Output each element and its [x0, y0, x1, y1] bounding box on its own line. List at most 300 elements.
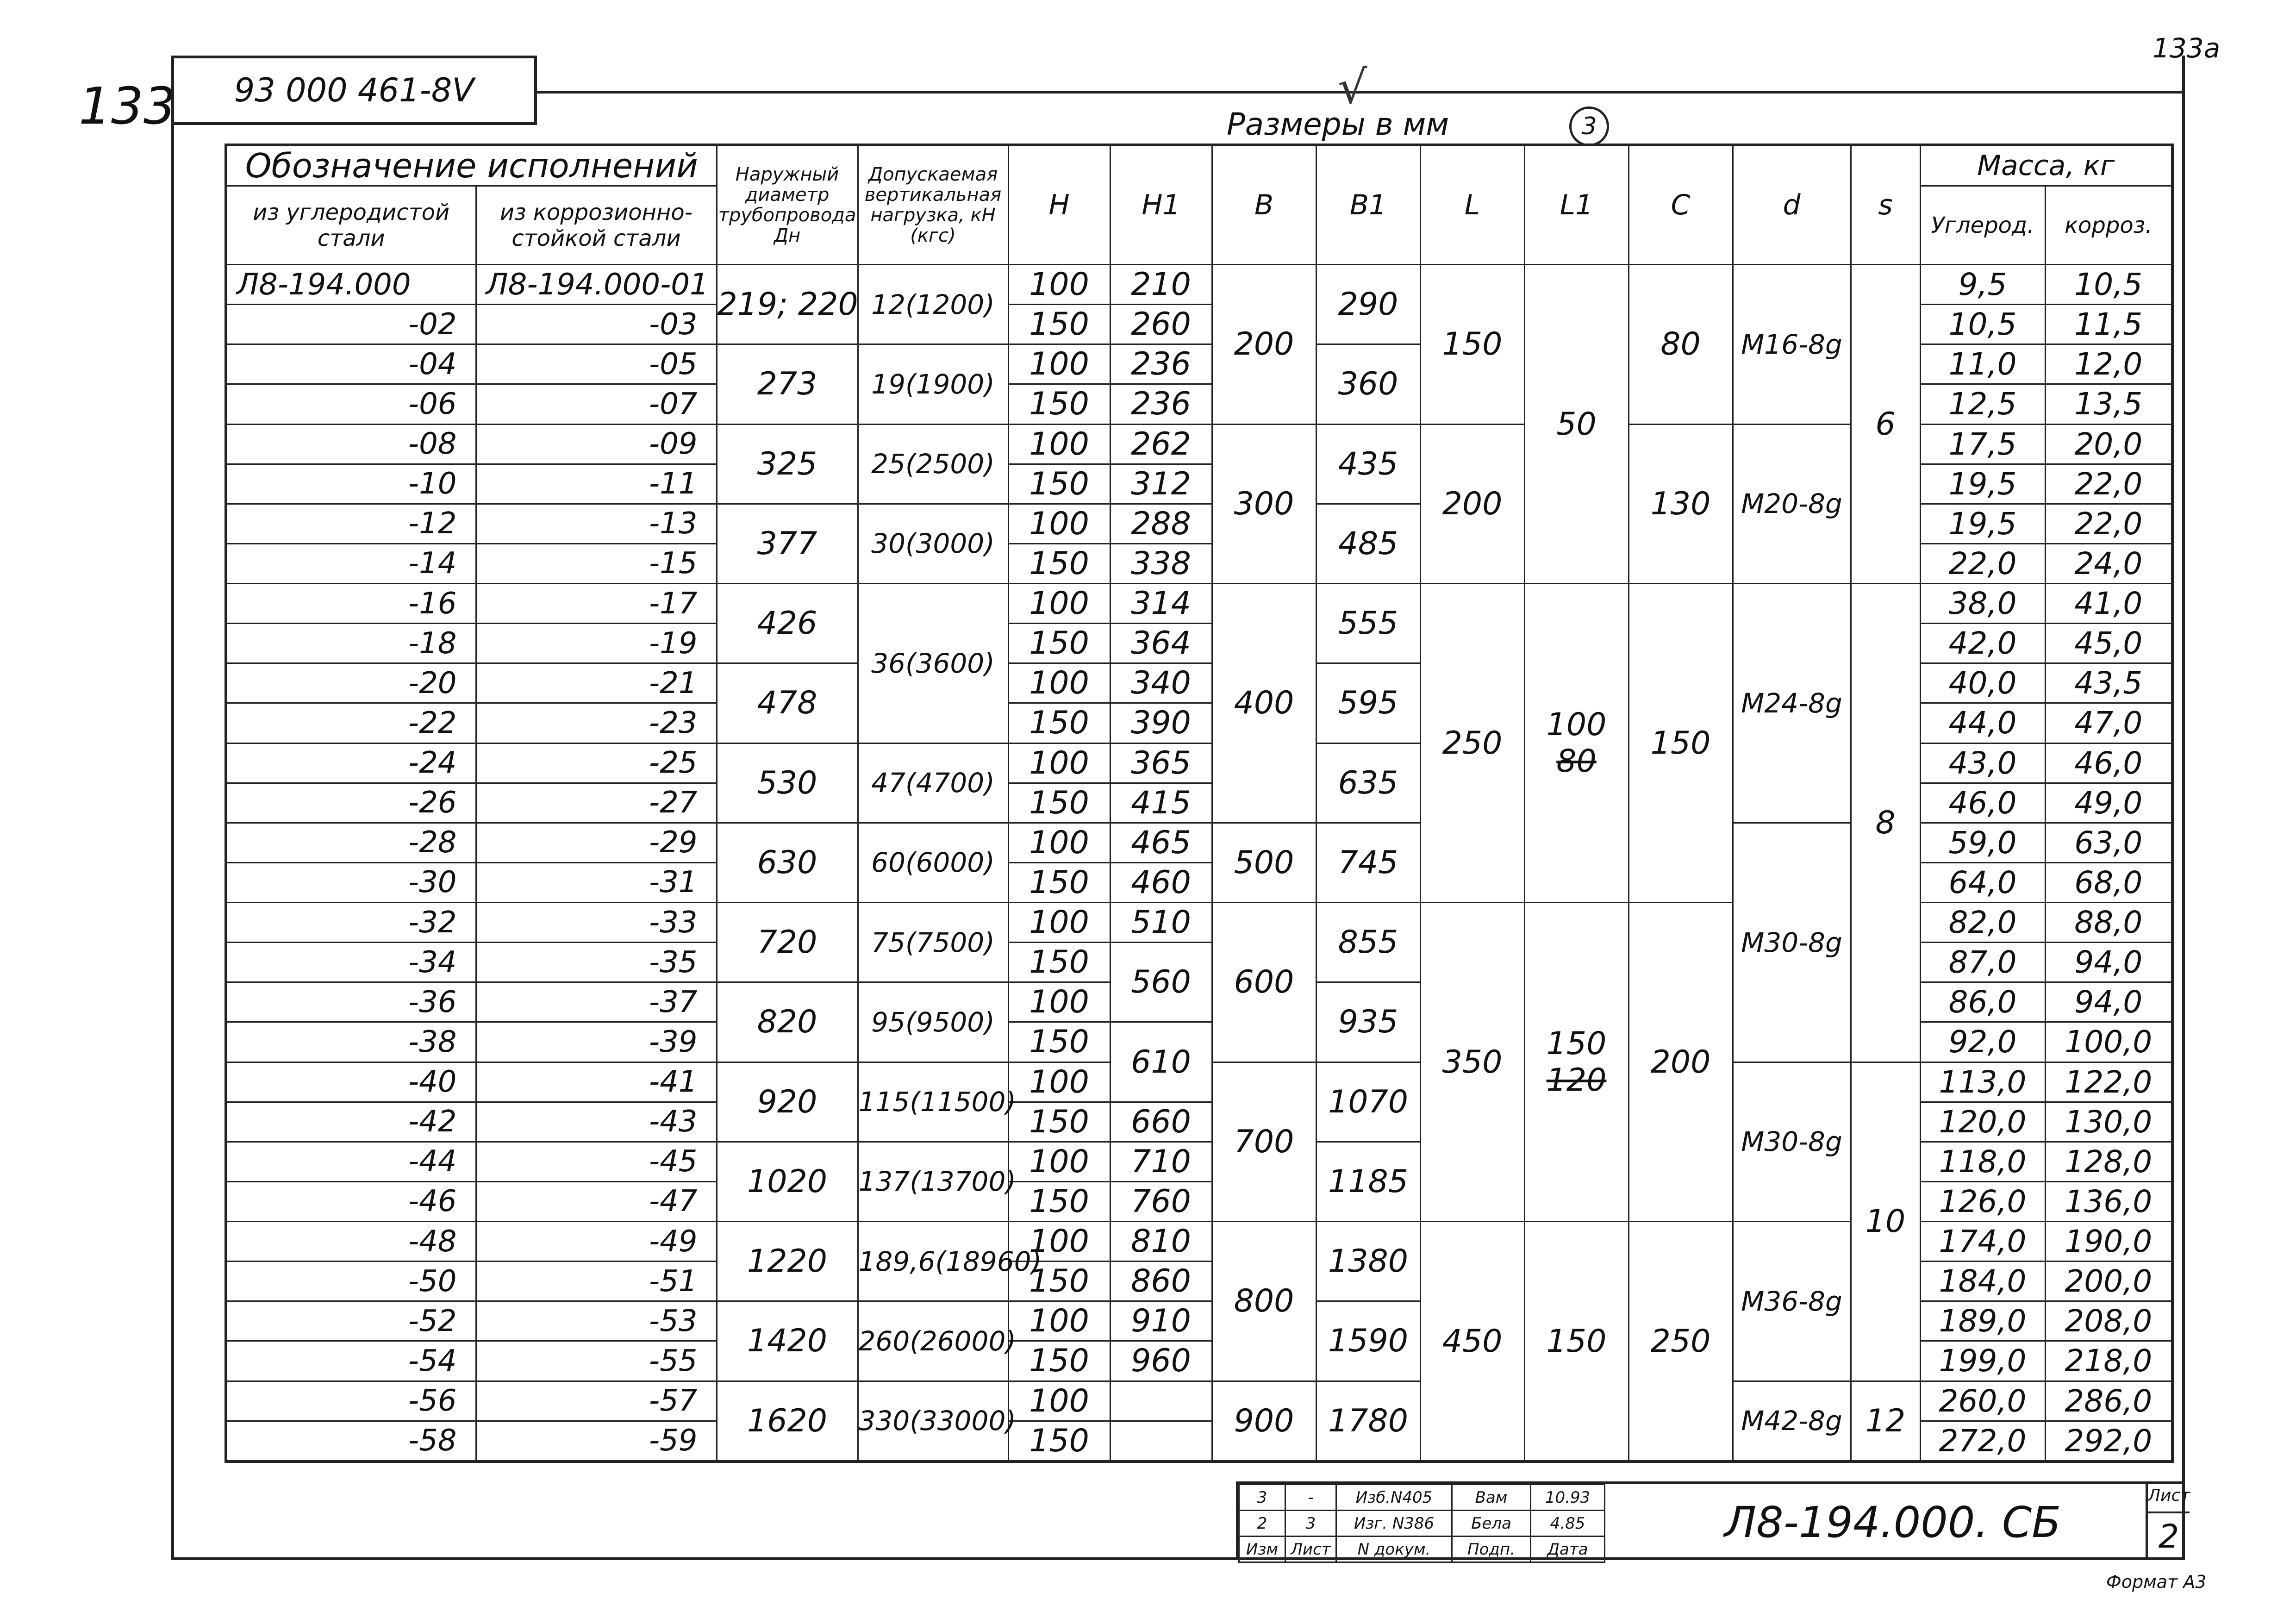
h-cell: 150 — [1008, 543, 1110, 583]
b1-cell: 855 — [1316, 903, 1420, 982]
h-cell: 150 — [1008, 783, 1110, 823]
h-cell: 150 — [1008, 1102, 1110, 1142]
b1-header: B1 — [1316, 145, 1420, 265]
h-cell: 100 — [1008, 903, 1110, 943]
carbon-designation: -38 — [226, 1022, 476, 1062]
carbon-steel-header: из углеродистой стали — [226, 186, 476, 265]
h1-cell: 810 — [1110, 1222, 1212, 1262]
stainless-designation: -03 — [476, 305, 717, 344]
rev-header-cell: Изм — [1239, 1537, 1285, 1562]
d-cell: М16-8g — [1733, 265, 1851, 425]
specification-table — [225, 144, 2174, 1463]
mass-stainless-cell: 100,0 — [2045, 1022, 2172, 1062]
h-cell: 100 — [1008, 743, 1110, 783]
mass-carbon-cell: 46,0 — [1920, 783, 2045, 823]
h-cell: 100 — [1008, 1301, 1110, 1341]
mass-carbon-cell: 82,0 — [1920, 903, 2045, 943]
format-label: Формат А3 — [2106, 1572, 2207, 1592]
mass-carbon-cell: 92,0 — [1920, 1022, 2045, 1062]
stainless-designation: -23 — [476, 703, 717, 743]
l-cell: 200 — [1420, 424, 1524, 584]
b-cell: 500 — [1212, 823, 1316, 902]
carbon-designation: -36 — [226, 982, 476, 1022]
stainless-designation: -35 — [476, 943, 717, 982]
mass-stainless-cell: 292,0 — [2045, 1421, 2172, 1462]
stainless-designation: -09 — [476, 424, 717, 464]
h-cell: 100 — [1008, 982, 1110, 1022]
h-cell: 100 — [1008, 504, 1110, 543]
diameter-cell: 377 — [717, 504, 858, 583]
h1-cell: 465 — [1110, 823, 1212, 862]
b1-cell: 360 — [1316, 344, 1420, 424]
b1-cell: 935 — [1316, 982, 1420, 1062]
load-cell: 260(26000) — [858, 1301, 1008, 1381]
mass-stainless-cell: 24,0 — [2045, 543, 2172, 583]
mass-stainless-cell: 46,0 — [2045, 743, 2172, 783]
rev-header-cell: Подп. — [1452, 1537, 1531, 1562]
rev-cell: 2 — [1239, 1511, 1285, 1537]
mass-carbon-cell: 9,5 — [1920, 265, 2045, 305]
b1-cell: 1185 — [1316, 1142, 1420, 1221]
h1-cell: 415 — [1110, 783, 1212, 823]
b-cell: 600 — [1212, 903, 1316, 1062]
carbon-designation: -18 — [226, 624, 476, 663]
mass-carbon-cell: 126,0 — [1920, 1181, 2045, 1221]
mass-carbon-cell: 272,0 — [1920, 1421, 2045, 1462]
carbon-designation: -56 — [226, 1381, 476, 1421]
stainless-designation: -19 — [476, 624, 717, 663]
load-cell: 12(1200) — [858, 265, 1008, 344]
b1-cell: 555 — [1316, 584, 1420, 663]
rev-cell: 4.85 — [1531, 1511, 1605, 1537]
carbon-designation: -48 — [226, 1222, 476, 1262]
b1-cell: 1380 — [1316, 1222, 1420, 1301]
mass-carbon-cell: 38,0 — [1920, 584, 2045, 624]
carbon-designation: -58 — [226, 1421, 476, 1462]
mass-carbon-header: Углерод. — [1920, 186, 2045, 265]
h1-cell: 312 — [1110, 464, 1212, 504]
h-cell: 100 — [1008, 265, 1110, 305]
d-cell: М30-8g — [1733, 823, 1851, 1062]
mass-stainless-cell: 22,0 — [2045, 504, 2172, 543]
stainless-designation: -17 — [476, 584, 717, 624]
diameter-cell: 1020 — [717, 1142, 858, 1221]
carbon-designation: Л8-194.000 — [226, 265, 476, 305]
b-header: B — [1212, 145, 1316, 265]
mass-carbon-cell: 59,0 — [1920, 823, 2045, 862]
rev-cell: 10.93 — [1531, 1485, 1605, 1511]
b1-cell: 635 — [1316, 743, 1420, 823]
mass-stainless-cell: 41,0 — [2045, 584, 2172, 624]
l1-value: 150 — [1546, 1025, 1607, 1062]
h-cell: 150 — [1008, 1181, 1110, 1221]
stainless-designation: -25 — [476, 743, 717, 783]
rev-cell: Изг. N386 — [1336, 1511, 1452, 1537]
h1-cell: 338 — [1110, 543, 1212, 583]
mass-stainless-cell: 88,0 — [2045, 903, 2172, 943]
mass-stainless-cell: 13,5 — [2045, 384, 2172, 424]
h-cell: 100 — [1008, 424, 1110, 464]
load-cell: 95(9500) — [858, 982, 1008, 1062]
mass-carbon-cell: 17,5 — [1920, 424, 2045, 464]
mass-stainless-cell: 22,0 — [2045, 464, 2172, 504]
rev-cell: - — [1285, 1485, 1336, 1511]
b-cell: 400 — [1212, 584, 1316, 823]
diameter-cell: 219; 220 — [717, 265, 858, 344]
mass-carbon-cell: 12,5 — [1920, 384, 2045, 424]
stainless-designation: -55 — [476, 1341, 717, 1381]
b-cell: 300 — [1212, 424, 1316, 584]
h1-cell: 610 — [1110, 1022, 1212, 1102]
h1-cell: 760 — [1110, 1181, 1212, 1221]
stainless-designation: -31 — [476, 862, 717, 902]
mass-stainless-cell: 190,0 — [2045, 1222, 2172, 1262]
stainless-designation: -11 — [476, 464, 717, 504]
d-cell: М24-8g — [1733, 584, 1851, 823]
carbon-designation: -16 — [226, 584, 476, 624]
h1-cell: 210 — [1110, 265, 1212, 305]
diameter-cell: 325 — [717, 424, 858, 504]
d-header: d — [1733, 145, 1851, 265]
stainless-designation: -39 — [476, 1022, 717, 1062]
stainless-designation: -07 — [476, 384, 717, 424]
l-header: L — [1420, 145, 1524, 265]
carbon-designation: -24 — [226, 743, 476, 783]
carbon-designation: -22 — [226, 703, 476, 743]
b1-cell: 595 — [1316, 663, 1420, 743]
diameter-cell: 530 — [717, 743, 858, 823]
load-cell: 36(3600) — [858, 584, 1008, 743]
mass-carbon-cell: 189,0 — [1920, 1301, 2045, 1341]
sheet-box — [2146, 1484, 2190, 1560]
h1-cell: 390 — [1110, 703, 1212, 743]
carbon-designation: -30 — [226, 862, 476, 902]
h-cell: 150 — [1008, 703, 1110, 743]
circle-mark-number: 3 — [1581, 112, 1597, 140]
sheet-label: Лист — [2148, 1486, 2190, 1505]
mass-stainless-cell: 49,0 — [2045, 783, 2172, 823]
carbon-designation: -44 — [226, 1142, 476, 1181]
stainless-designation: -33 — [476, 903, 717, 943]
load-cell: 60(6000) — [858, 823, 1008, 902]
mass-carbon-cell: 42,0 — [1920, 624, 2045, 663]
mass-stainless-cell: 218,0 — [2045, 1341, 2172, 1381]
mass-carbon-cell: 199,0 — [1920, 1341, 2045, 1381]
carbon-designation: -10 — [226, 464, 476, 504]
stainless-designation: -43 — [476, 1102, 717, 1142]
stainless-designation: -51 — [476, 1262, 717, 1301]
c-cell: 130 — [1628, 424, 1733, 584]
mass-header: Масса, кг — [1920, 145, 2172, 186]
mass-stainless-cell: 286,0 — [2045, 1381, 2172, 1421]
carbon-designation: -52 — [226, 1301, 476, 1341]
mass-stainless-cell: 45,0 — [2045, 624, 2172, 663]
sheet-number-right: 133a — [2152, 32, 2221, 64]
carbon-designation: -46 — [226, 1181, 476, 1221]
l-cell: 350 — [1420, 903, 1524, 1222]
document-code-box — [171, 56, 537, 125]
h-cell: 150 — [1008, 1341, 1110, 1381]
d-cell: М30-8g — [1733, 1062, 1851, 1222]
mass-carbon-cell: 40,0 — [1920, 663, 2045, 703]
carbon-designation: -20 — [226, 663, 476, 703]
mass-stainless-cell: 200,0 — [2045, 1262, 2172, 1301]
b1-cell: 290 — [1316, 265, 1420, 344]
h1-cell: 460 — [1110, 862, 1212, 902]
stainless-designation: -41 — [476, 1062, 717, 1102]
stainless-designation: -47 — [476, 1181, 717, 1221]
h1-cell: 364 — [1110, 624, 1212, 663]
load-cell: 30(3000) — [858, 504, 1008, 583]
carbon-designation: -54 — [226, 1341, 476, 1381]
diameter-cell: 720 — [717, 903, 858, 982]
stainless-steel-header: из коррозионно-стойкой стали — [476, 186, 717, 265]
mass-stainless-cell: 122,0 — [2045, 1062, 2172, 1102]
roughness-mark-icon: √ — [1338, 60, 1367, 114]
mass-stainless-cell: 10,5 — [2045, 265, 2172, 305]
l1-value: 120 — [1546, 1062, 1607, 1099]
sheet-number: 2 — [2148, 1512, 2190, 1560]
mass-carbon-cell: 113,0 — [1920, 1062, 2045, 1102]
s-cell: 12 — [1851, 1381, 1920, 1462]
mass-stainless-cell: 20,0 — [2045, 424, 2172, 464]
rev-cell: 3 — [1285, 1511, 1336, 1537]
b-cell: 700 — [1212, 1062, 1316, 1222]
diameter-cell: 426 — [717, 584, 858, 663]
b1-cell: 745 — [1316, 823, 1420, 902]
stainless-designation: -27 — [476, 783, 717, 823]
mass-stainless-cell: 136,0 — [2045, 1181, 2172, 1221]
stainless-designation: -53 — [476, 1301, 717, 1341]
rev-header-cell: Дата — [1531, 1537, 1605, 1562]
rev-header-cell: Лист — [1285, 1537, 1336, 1562]
load-cell: 330(33000) — [858, 1381, 1008, 1462]
mass-stainless-cell: 208,0 — [2045, 1301, 2172, 1341]
l1-cell — [1524, 1222, 1628, 1462]
mass-stainless-cell: 63,0 — [2045, 823, 2172, 862]
title-block — [1236, 1481, 2190, 1560]
h1-cell: 560 — [1110, 943, 1212, 1022]
b1-cell: 1590 — [1316, 1301, 1420, 1381]
mass-carbon-cell: 64,0 — [1920, 862, 2045, 902]
h-cell: 100 — [1008, 1222, 1110, 1262]
diameter-cell: 273 — [717, 344, 858, 424]
load-cell: 25(2500) — [858, 424, 1008, 504]
h1-cell: 860 — [1110, 1262, 1212, 1301]
h1-cell: 340 — [1110, 663, 1212, 703]
mass-stainless-cell: 94,0 — [2045, 943, 2172, 982]
b-cell: 200 — [1212, 265, 1316, 425]
l1-cell — [1524, 584, 1628, 903]
designation-group-header: Обозначение исполнений — [226, 145, 717, 186]
circle-mark — [1569, 106, 1609, 146]
rev-cell: 3 — [1239, 1485, 1285, 1511]
h-cell: 150 — [1008, 943, 1110, 982]
s-cell: 8 — [1851, 584, 1920, 1062]
h1-cell: 288 — [1110, 504, 1212, 543]
h-cell: 100 — [1008, 584, 1110, 624]
h-cell: 150 — [1008, 1022, 1110, 1062]
h-cell: 150 — [1008, 464, 1110, 504]
mass-carbon-cell: 86,0 — [1920, 982, 2045, 1022]
mass-stainless-cell: 130,0 — [2045, 1102, 2172, 1142]
carbon-designation: -04 — [226, 344, 476, 384]
h-cell: 150 — [1008, 1421, 1110, 1462]
carbon-designation: -26 — [226, 783, 476, 823]
b1-cell: 485 — [1316, 504, 1420, 583]
h-cell: 100 — [1008, 1062, 1110, 1102]
s-header: s — [1851, 145, 1920, 265]
mass-carbon-cell: 19,5 — [1920, 464, 2045, 504]
h1-cell: 365 — [1110, 743, 1212, 783]
h-cell: 150 — [1008, 384, 1110, 424]
h-cell: 100 — [1008, 1142, 1110, 1181]
d-cell: М36-8g — [1733, 1222, 1851, 1381]
diameter-cell: 478 — [717, 663, 858, 743]
c-cell: 150 — [1628, 584, 1733, 903]
h-cell: 100 — [1008, 344, 1110, 384]
h-cell: 150 — [1008, 624, 1110, 663]
l1-value: 50 — [1556, 406, 1597, 443]
mass-carbon-cell: 87,0 — [1920, 943, 2045, 982]
diameter-cell: 1620 — [717, 1381, 858, 1462]
diameter-cell: 630 — [717, 823, 858, 902]
mass-stainless-cell: 11,5 — [2045, 305, 2172, 344]
carbon-designation: -34 — [226, 943, 476, 982]
load-cell: 189,6(18960) — [858, 1222, 1008, 1301]
stainless-designation: Л8-194.000-01 — [476, 265, 717, 305]
carbon-designation: -50 — [226, 1262, 476, 1301]
l-cell: 450 — [1420, 1222, 1524, 1462]
h-cell: 100 — [1008, 823, 1110, 862]
mass-carbon-cell: 260,0 — [1920, 1381, 2045, 1421]
stainless-designation: -37 — [476, 982, 717, 1022]
c-header: C — [1628, 145, 1733, 265]
stainless-designation: -21 — [476, 663, 717, 703]
units-label: Размеры в мм — [1227, 106, 1449, 142]
b1-cell: 1070 — [1316, 1062, 1420, 1142]
h-cell: 100 — [1008, 1381, 1110, 1421]
carbon-designation: -42 — [226, 1102, 476, 1142]
carbon-designation: -14 — [226, 543, 476, 583]
mass-carbon-cell: 118,0 — [1920, 1142, 2045, 1181]
load-header: Допускаемая вертикальная нагрузка, кН (кгс) — [858, 145, 1008, 265]
mass-carbon-cell: 174,0 — [1920, 1222, 2045, 1262]
mass-carbon-cell: 19,5 — [1920, 504, 2045, 543]
h-cell: 100 — [1008, 663, 1110, 703]
stainless-designation: -05 — [476, 344, 717, 384]
stainless-designation: -45 — [476, 1142, 717, 1181]
diameter-cell: 820 — [717, 982, 858, 1062]
c-cell: 80 — [1628, 265, 1733, 425]
h1-cell: 510 — [1110, 903, 1212, 943]
b1-cell: 1780 — [1316, 1381, 1420, 1462]
mass-carbon-cell: 22,0 — [1920, 543, 2045, 583]
stainless-designation: -29 — [476, 823, 717, 862]
carbon-designation: -32 — [226, 903, 476, 943]
diameter-header: Наружный диаметр трубопровода Дн — [717, 145, 858, 265]
h1-cell: 660 — [1110, 1102, 1212, 1142]
h-cell: 150 — [1008, 305, 1110, 344]
diameter-cell: 1220 — [717, 1222, 858, 1301]
h1-cell: 710 — [1110, 1142, 1212, 1181]
mass-stainless-cell: 12,0 — [2045, 344, 2172, 384]
h-cell: 150 — [1008, 862, 1110, 902]
mass-carbon-cell: 44,0 — [1920, 703, 2045, 743]
load-cell: 47(4700) — [858, 743, 1008, 823]
h1-header: H1 — [1110, 145, 1212, 265]
b-cell: 800 — [1212, 1222, 1316, 1381]
carbon-designation: -08 — [226, 424, 476, 464]
c-cell: 200 — [1628, 903, 1733, 1222]
diameter-cell: 920 — [717, 1062, 858, 1142]
c-cell: 250 — [1628, 1222, 1733, 1462]
d-cell: М20-8g — [1733, 424, 1851, 584]
h1-cell — [1110, 1381, 1212, 1421]
rev-cell: Бела — [1452, 1511, 1531, 1537]
h1-cell: 236 — [1110, 384, 1212, 424]
stainless-designation: -59 — [476, 1421, 717, 1462]
l1-value: 150 — [1546, 1323, 1607, 1360]
l1-value: 80 — [1556, 743, 1597, 780]
l1-cell — [1524, 903, 1628, 1222]
l1-value: 100 — [1546, 706, 1607, 743]
mass-stainless-cell: 68,0 — [2045, 862, 2172, 902]
stainless-designation: -57 — [476, 1381, 717, 1421]
mass-carbon-cell: 120,0 — [1920, 1102, 2045, 1142]
s-cell: 6 — [1851, 265, 1920, 584]
l1-header: L1 — [1524, 145, 1628, 265]
l-cell: 150 — [1420, 265, 1524, 425]
table-row — [226, 265, 2172, 305]
mass-stainless-cell: 43,5 — [2045, 663, 2172, 703]
stainless-designation: -13 — [476, 504, 717, 543]
mass-stainless-cell: 94,0 — [2045, 982, 2172, 1022]
load-cell: 75(7500) — [858, 903, 1008, 982]
rev-cell: Изб.N405 — [1336, 1485, 1452, 1511]
mass-carbon-cell: 10,5 — [1920, 305, 2045, 344]
title-block-doc-code: Л8-194.000. СБ — [1724, 1498, 2061, 1547]
carbon-designation: -12 — [226, 504, 476, 543]
load-cell: 137(13700) — [858, 1142, 1008, 1221]
rev-header-cell: N докум. — [1336, 1537, 1452, 1562]
carbon-designation: -02 — [226, 305, 476, 344]
s-cell: 10 — [1851, 1062, 1920, 1381]
carbon-designation: -40 — [226, 1062, 476, 1102]
stainless-designation: -49 — [476, 1222, 717, 1262]
l-cell: 250 — [1420, 584, 1524, 903]
revision-table — [1238, 1484, 1605, 1563]
carbon-designation: -06 — [226, 384, 476, 424]
h1-cell: 236 — [1110, 344, 1212, 384]
l1-cell — [1524, 265, 1628, 584]
h-cell: 150 — [1008, 1262, 1110, 1301]
carbon-designation: -28 — [226, 823, 476, 862]
h1-cell: 260 — [1110, 305, 1212, 344]
table-row — [226, 1381, 2172, 1421]
document-code: 93 000 461-8V — [234, 71, 474, 109]
stainless-designation: -15 — [476, 543, 717, 583]
d-cell: М42-8g — [1733, 1381, 1851, 1462]
sheet-number-left: 133 — [79, 76, 176, 136]
b-cell: 900 — [1212, 1381, 1316, 1462]
mass-carbon-cell: 11,0 — [1920, 344, 2045, 384]
h1-cell: 314 — [1110, 584, 1212, 624]
table-row — [226, 584, 2172, 624]
mass-carbon-cell: 184,0 — [1920, 1262, 2045, 1301]
h1-cell: 910 — [1110, 1301, 1212, 1341]
rev-cell: Вам — [1452, 1485, 1531, 1511]
